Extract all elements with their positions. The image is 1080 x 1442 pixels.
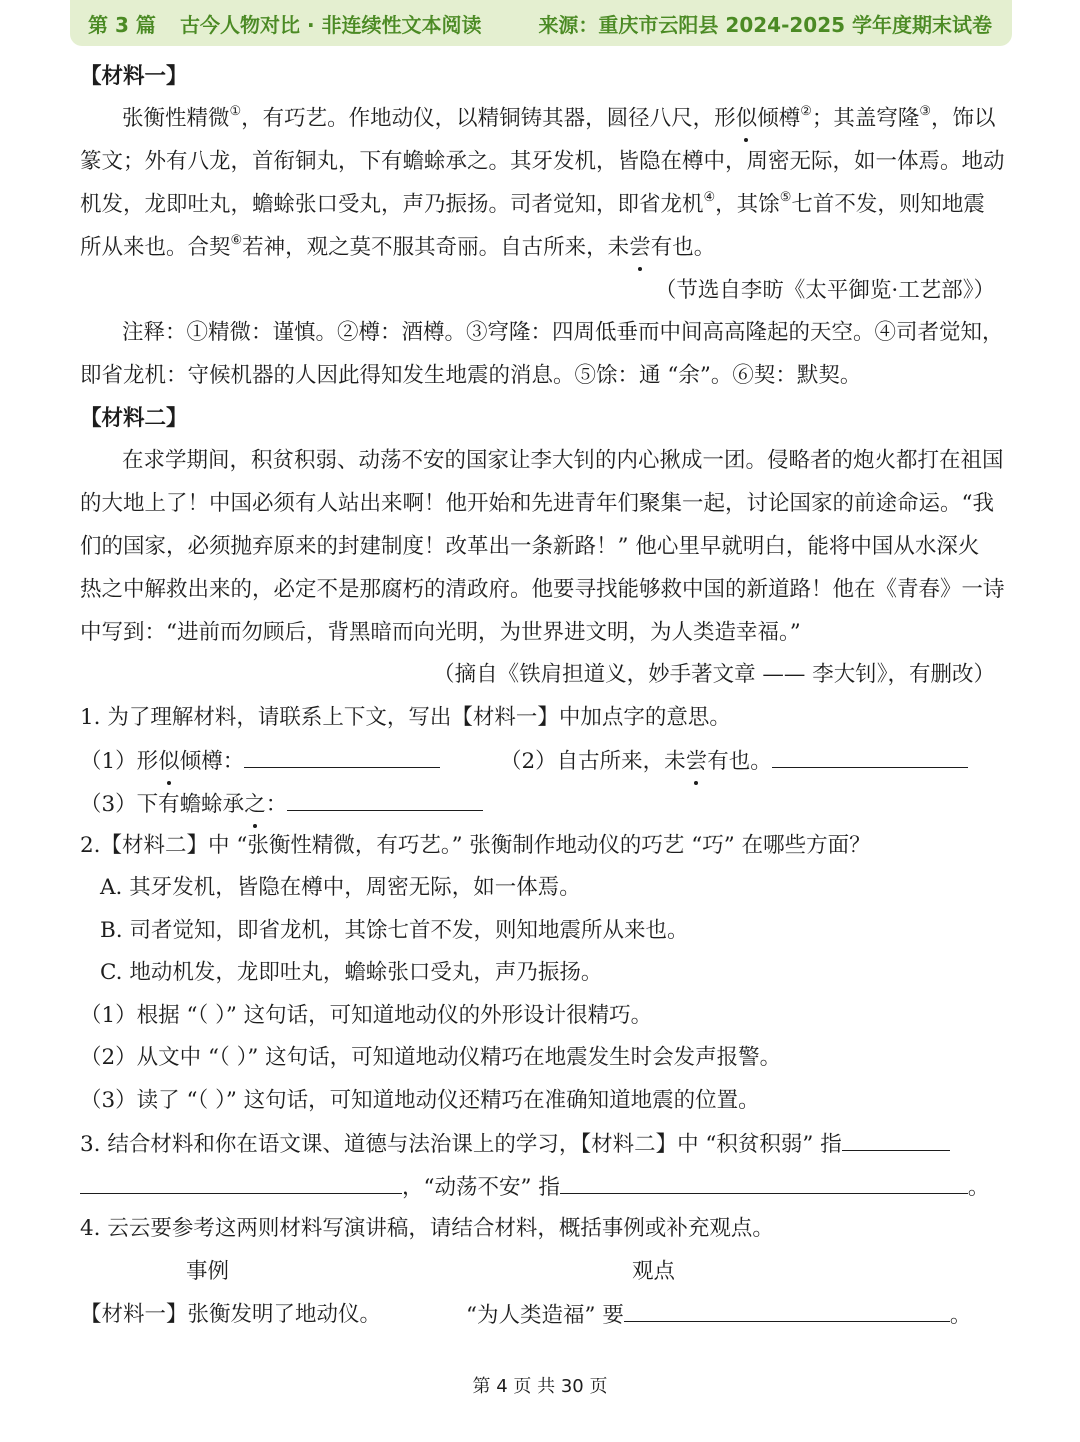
answer-blank[interactable]	[287, 789, 483, 811]
material2-source: （摘自《铁肩担道义，妙手著文章 —— 李大钊》，有删改）	[433, 662, 995, 687]
question-2-item[interactable]: （2）从文中 “（ ）” 这句话，可知道地动仪精巧在地震发生时会发声报警。	[80, 1045, 782, 1070]
material2-line: 在求学期间，积贫积弱、动荡不安的国家让李大钊的内心揪成一团。侵略者的炮火都打在祖国	[122, 448, 1004, 473]
material2-line: 们的国家，必须抛弃原来的封建制度！改革出一条新路！” 他心里早就明白，能将中国从水深火	[80, 534, 980, 559]
question-1-item: （3）下有蟾蜍承之：	[80, 789, 483, 820]
material1-heading: 【材料一】	[80, 64, 188, 89]
material1-note: 注释：①精微：谨慎。②樽：酒樽。③穹隆：四周低垂而中间高高隆起的天空。④司者觉知，	[122, 320, 1004, 345]
material1-line: 张衡性精微①，有巧艺。作地动仪，以精铜铸其器，圆径八尺，形似倾樽②；其盖穹隆③，饰以	[122, 104, 996, 137]
option-a: A. 其牙发机，皆隐在樽中，周密无际，如一体焉。	[100, 875, 581, 900]
question-4: 4. 云云要参考这两则材料写演讲稿，请结合材料，概括事例或补充观点。	[80, 1216, 774, 1241]
material2-heading: 【材料二】	[80, 406, 188, 431]
page-number: 第 4 页 共 30 页	[472, 1376, 608, 1397]
question-2-item[interactable]: （1）根据 “（ ）” 这句话，可知道地动仪的外形设计很精巧。	[80, 1003, 653, 1028]
answer-blank[interactable]	[842, 1129, 950, 1151]
material2-line: 热之中解救出来的，必定不是那腐朽的清政府。他要寻找能够救中国的新道路！他在《青春》一诗	[80, 577, 1005, 602]
answer-blank[interactable]	[244, 746, 440, 768]
material1-line: 篆文；外有八龙，首衔铜丸，下有蟾蜍承之。其牙发机，皆隐在樽中，周密无际，如一体焉。地动	[80, 149, 1005, 174]
row-example: 【材料一】张衡发明了地动仪。	[80, 1302, 382, 1327]
row-view: “为人类造福” 要 。	[466, 1300, 971, 1331]
question-2: 2.【材料二】中 “张衡性精微，有巧艺。” 张衡制作地动仪的巧艺 “巧” 在哪些方面？	[80, 833, 871, 858]
column-example: 事例	[186, 1259, 230, 1284]
page-header	[70, 0, 1012, 46]
topic-title: 古今人物对比 · 非连续性文本阅读	[180, 13, 482, 37]
option-b: B. 司者觉知，即省龙机，其馀七首不发，则知地震所从来也。	[100, 918, 689, 943]
question-1: 1. 为了理解材料，请联系上下文，写出【材料一】中加点字的意思。	[80, 705, 731, 730]
question-2-item[interactable]: （3）读了 “（ ）” 这句话，可知道地动仪还精巧在准确知道地震的位置。	[80, 1088, 760, 1113]
question-1-item: （1）形似倾樽：	[80, 746, 440, 777]
question-3-cont: ，“动荡不安” 指 。	[80, 1172, 989, 1203]
source-label: 来源：重庆市云阳县 2024-2025 学年度期末试卷	[538, 13, 992, 37]
answer-blank[interactable]	[80, 1172, 402, 1194]
answer-blank[interactable]	[624, 1300, 950, 1322]
material1-source: （节选自李昉《太平御览·工艺部》）	[654, 278, 995, 303]
material1-line: 所从来也。合契⑥若神，观之莫不服其奇丽。自古所来，未尝有也。	[80, 233, 715, 266]
material2-line: 中写到：“进前而勿顾后，背黑暗而向光明，为世界进文明，为人类造幸福。”	[80, 620, 801, 645]
answer-blank[interactable]	[772, 746, 968, 768]
chapter-label: 第 3 篇	[88, 13, 156, 37]
column-view: 观点	[632, 1259, 676, 1284]
question-3: 3. 结合材料和你在语文课、道德与法治课上的学习，【材料二】中 “积贫积弱” 指	[80, 1129, 950, 1160]
option-c: C. 地动机发，龙即吐丸，蟾蜍张口受丸，声乃振扬。	[100, 960, 603, 985]
material1-note: 即省龙机：守候机器的人因此得知发生地震的消息。⑤馀：通 “余”。⑥契：默契。	[80, 363, 862, 388]
material1-line: 机发，龙即吐丸，蟾蜍张口受丸，声乃振扬。司者觉知，即省龙机④，其馀⑤七首不发，则知地震	[80, 190, 985, 217]
answer-blank[interactable]	[560, 1172, 968, 1194]
question-1-item: （2）自古所来，未尝有也。	[500, 746, 968, 777]
material2-line: 的大地上了！中国必须有人站出来啊！他开始和先进青年们聚集一起，讨论国家的前途命运。“我	[80, 491, 994, 516]
